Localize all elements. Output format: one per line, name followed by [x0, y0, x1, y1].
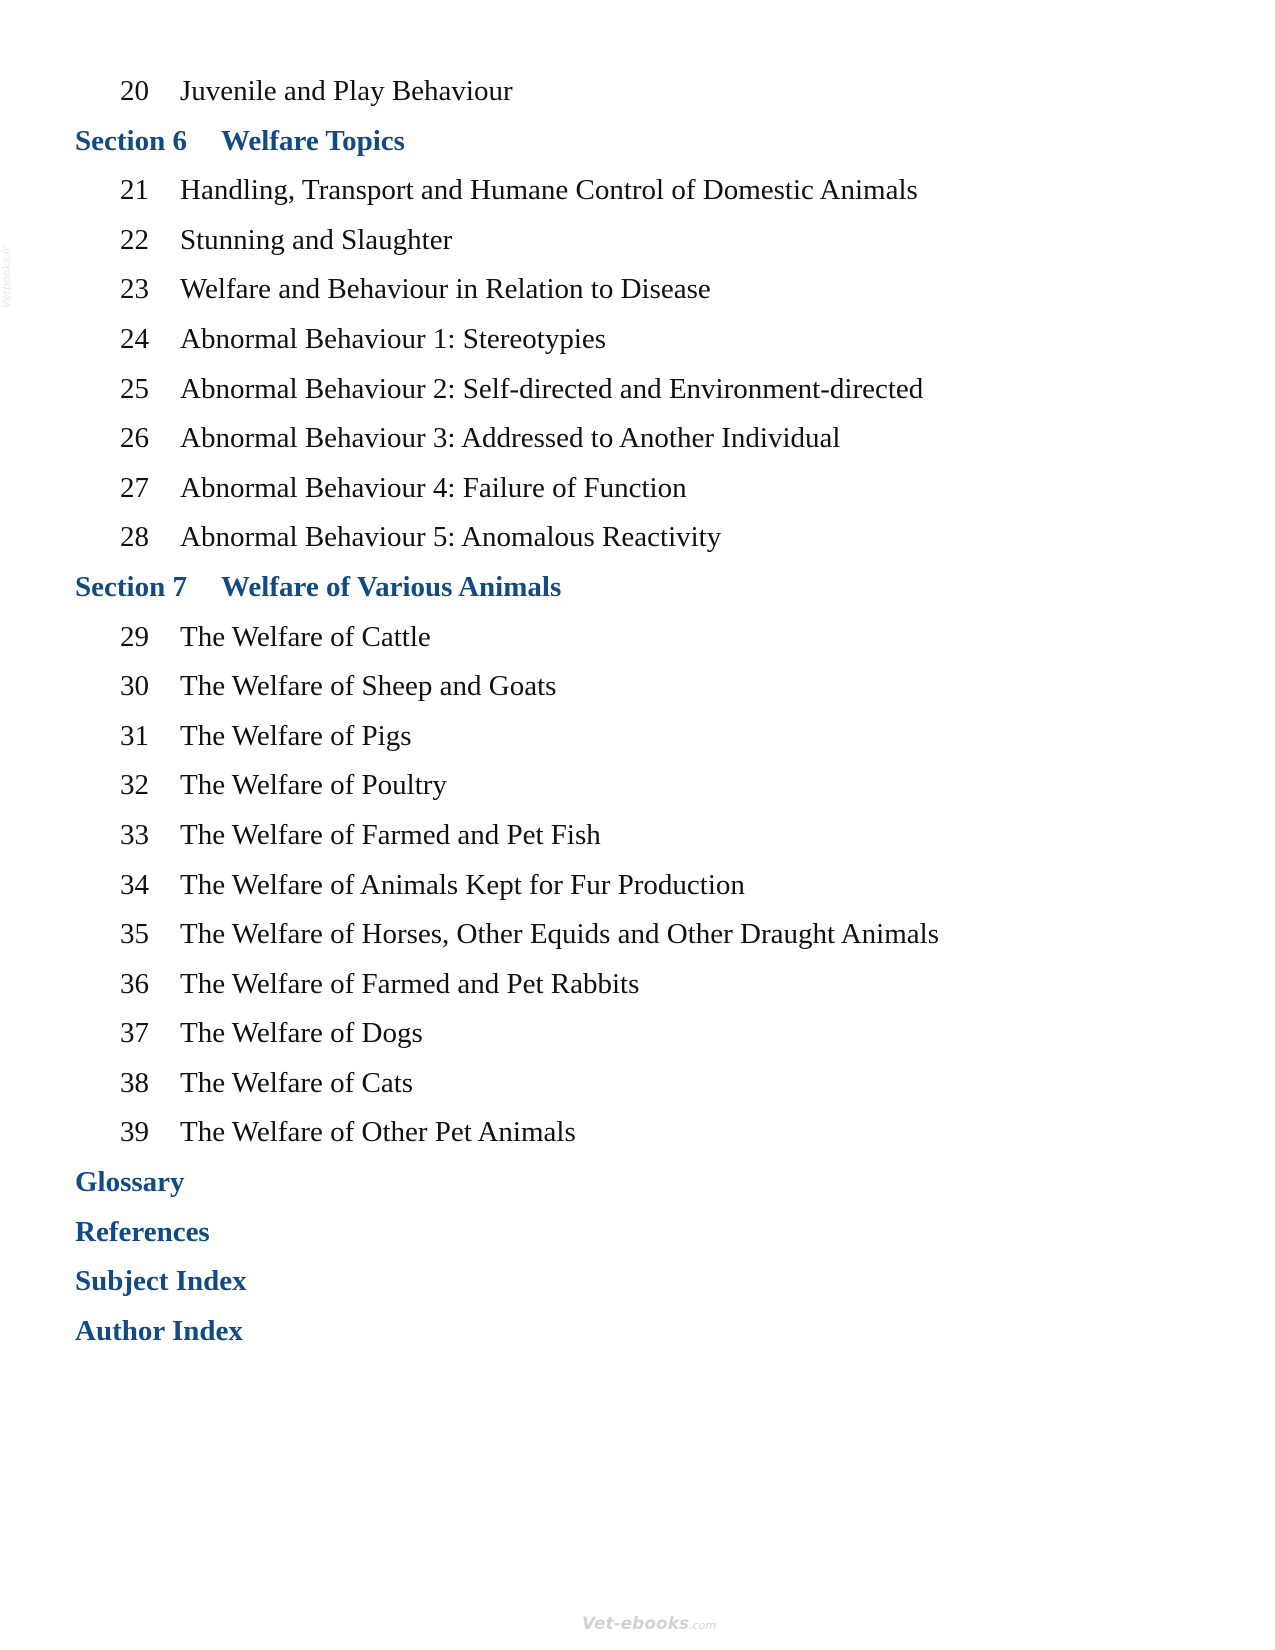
toc-chapter-entry[interactable] [75, 1108, 1225, 1158]
chapter-number: 22 [120, 223, 149, 256]
chapter-title: The Welfare of Other Pet Animals [180, 1116, 576, 1149]
chapter-title: The Welfare of Cattle [180, 620, 431, 653]
section-title: Welfare Topics [221, 124, 405, 157]
toc-chapter-entry[interactable] [75, 216, 1225, 266]
chapter-number: 30 [120, 670, 149, 703]
toc-chapter-entry[interactable] [75, 414, 1225, 464]
chapter-title: The Welfare of Dogs [180, 1017, 423, 1050]
toc-chapter-entry[interactable] [75, 910, 1225, 960]
back-matter-title: Author Index [75, 1314, 243, 1347]
toc-chapter-entry[interactable] [75, 662, 1225, 712]
chapter-number: 21 [120, 174, 149, 207]
toc-chapter-entry[interactable] [75, 365, 1225, 415]
chapter-title: Stunning and Slaughter [180, 223, 453, 256]
chapter-number: 38 [120, 1066, 149, 1099]
chapter-number: 24 [120, 322, 149, 355]
chapter-number: 35 [120, 918, 149, 951]
toc-chapter-entry[interactable] [75, 811, 1225, 861]
chapter-number: 29 [120, 620, 149, 653]
back-matter-title: Subject Index [75, 1265, 247, 1298]
side-watermark-text: Vetbooks.ir [0, 246, 13, 308]
chapter-title: The Welfare of Animals Kept for Fur Production [180, 868, 745, 901]
chapter-title: Handling, Transport and Humane Control of Domestic Animals [180, 174, 918, 207]
chapter-number: 33 [120, 818, 149, 851]
toc-chapter-entry[interactable] [75, 513, 1225, 563]
toc-chapter-entry[interactable] [75, 861, 1225, 911]
toc-chapter-entry[interactable] [75, 1009, 1225, 1059]
back-matter-title: Glossary [75, 1166, 185, 1199]
toc-chapter-entry[interactable] [75, 613, 1225, 663]
chapter-title: Abnormal Behaviour 3: Addressed to Another Individual [180, 422, 841, 455]
toc-chapter-entry[interactable] [75, 67, 1225, 117]
chapter-title: Abnormal Behaviour 5: Anomalous Reactivity [180, 521, 722, 554]
chapter-number: 20 [120, 75, 149, 107]
toc-chapter-entry[interactable] [75, 265, 1225, 315]
toc-back-matter-entry[interactable] [75, 1257, 1225, 1307]
chapter-title: The Welfare of Horses, Other Equids and Other Draught Animals [180, 918, 939, 951]
chapter-number: 23 [120, 273, 149, 306]
chapter-title: Welfare and Behaviour in Relation to Disease [180, 273, 711, 306]
chapter-number: 32 [120, 769, 149, 802]
chapter-title: The Welfare of Farmed and Pet Fish [180, 818, 601, 851]
footer-watermark-logo [582, 1614, 716, 1640]
chapter-title: The Welfare of Cats [180, 1066, 414, 1099]
chapter-title: Juvenile and Play Behaviour [180, 75, 513, 107]
toc-back-matter-entry[interactable] [75, 1208, 1225, 1258]
chapter-title: Abnormal Behaviour 2: Self-directed and Environment-directed [180, 372, 924, 405]
chapter-number: 28 [120, 521, 149, 554]
chapter-number: 26 [120, 422, 149, 455]
toc-back-matter-entry[interactable] [75, 1307, 1225, 1357]
table-of-contents [75, 67, 1225, 1356]
back-matter-title: References [75, 1215, 210, 1248]
chapter-title: The Welfare of Farmed and Pet Rabbits [180, 967, 640, 1000]
chapter-number: 34 [120, 868, 149, 901]
chapter-title: The Welfare of Poultry [180, 769, 447, 802]
side-watermark [0, 228, 18, 308]
toc-chapter-entry[interactable] [75, 712, 1225, 762]
toc-chapter-entry[interactable] [75, 464, 1225, 514]
section-label: Section 6 [75, 124, 187, 157]
toc-chapter-entry[interactable] [75, 166, 1225, 216]
chapter-number: 37 [120, 1017, 149, 1050]
footer-watermark-suffix: .com [689, 1619, 717, 1632]
toc-chapter-entry[interactable] [75, 1059, 1225, 1109]
chapter-number: 31 [120, 719, 149, 752]
toc-chapter-entry[interactable] [75, 960, 1225, 1010]
toc-chapter-entry[interactable] [75, 761, 1225, 811]
toc-back-matter-entry[interactable] [75, 1158, 1225, 1208]
chapter-title: Abnormal Behaviour 1: Stereotypies [180, 322, 607, 355]
chapter-number: 27 [120, 471, 149, 504]
toc-section-heading[interactable] [75, 563, 1225, 613]
chapter-number: 25 [120, 372, 149, 405]
chapter-number: 39 [120, 1116, 149, 1149]
toc-section-heading[interactable] [75, 117, 1225, 167]
chapter-number: 36 [120, 967, 149, 1000]
chapter-title: Abnormal Behaviour 4: Failure of Function [180, 471, 687, 504]
section-label: Section 7 [75, 570, 187, 603]
chapter-title: The Welfare of Pigs [180, 719, 412, 752]
toc-chapter-entry[interactable] [75, 315, 1225, 365]
section-title: Welfare of Various Animals [221, 570, 562, 603]
chapter-title: The Welfare of Sheep and Goats [180, 670, 557, 703]
footer-watermark-main: Vet-ebooks [582, 1614, 690, 1634]
